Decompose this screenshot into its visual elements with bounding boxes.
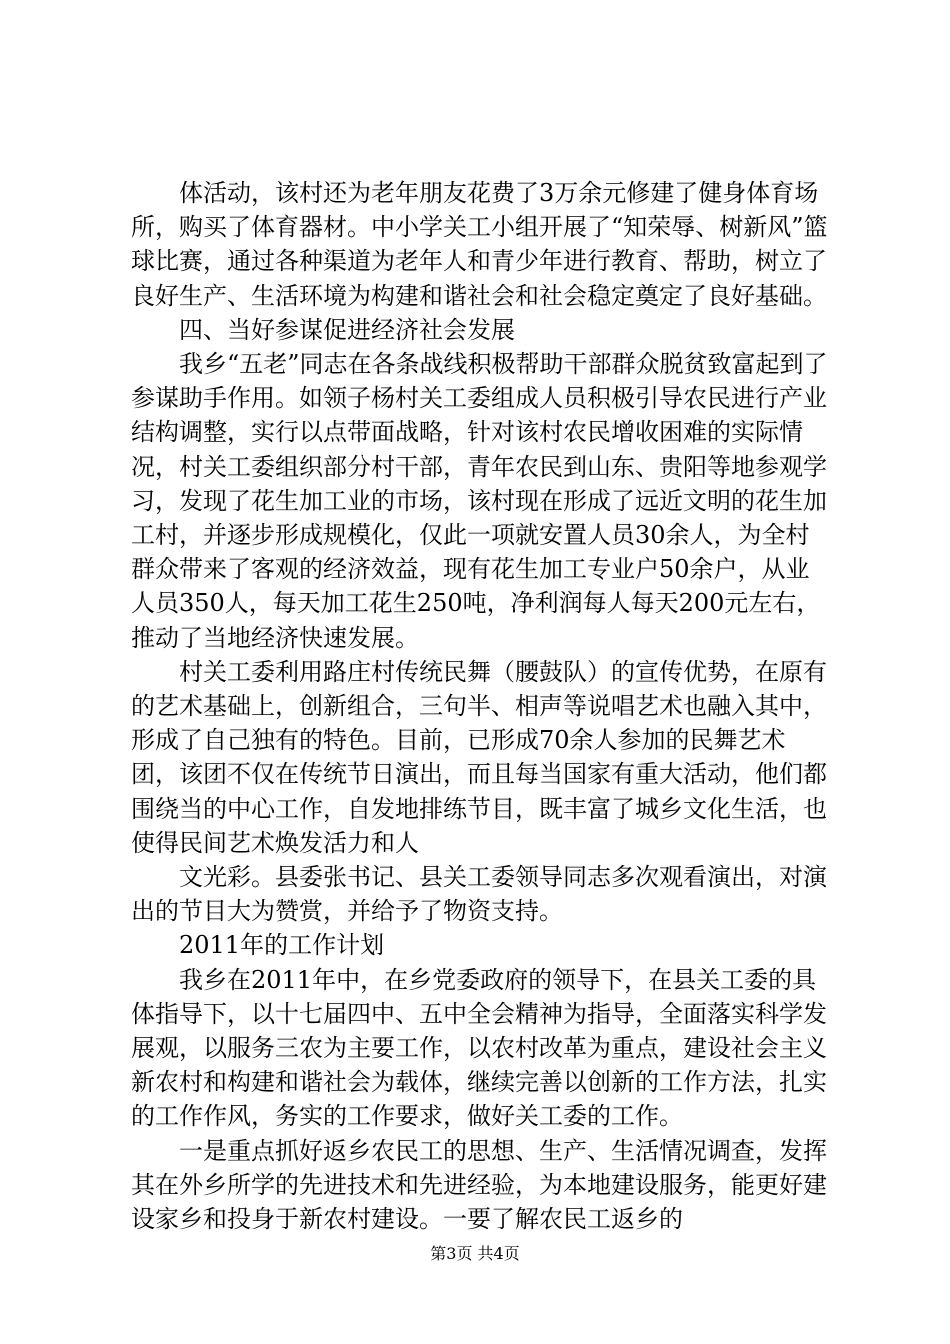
- page-footer: 第3页 共4页: [430, 1244, 520, 1263]
- paragraph-2: 我乡“五老”同志在各条战线积极帮助干部群众脱贫致富起到了参谋助手作用。如领子杨村关工委组成人员积极引导农民进行产业结构调整，实行以点带面战略，针对该村农民增收困难的实际情况，村关工委组织部分村干部，青年农民到山东、贵阳等地参观学习，发现了花生加工业的市场，该村现在形成了远近文明的花生加工村，并逐步形成规模化，仅此一项就安置人员30余人，为全村群众带来了客观的经济效益，现有花生加工专业户50余户，从业人员350人，每天加工花生250吨，净利润每人每天200元左右，推动了当地经济快速发展。: [131, 350, 828, 652]
- paragraph-3: 村关工委利用路庄村传统民舞（腰鼓队）的宣传优势，在原有的艺术基础上，创新组合，三句半、相声等说唱艺术也融入其中，形成了自己独有的特色。目前，已形成70余人参加的民舞艺术团，该团不仅在传统节日演出，而且每当国家有重大活动，他们都围绕当的中心工作，自发地排练节目，既丰富了城乡文化生活，也使得民间艺术焕发活力和人: [131, 657, 827, 857]
- section-heading-4: 四、当好参谋促进经济社会发展: [179, 315, 515, 344]
- paragraph-5: 我乡在2011年中，在乡党委政府的领导下，在县关工委的具体指导下，以十七届四中、五中全会精神为指导，全面落实科学发展观，以服务三农为主要工作，以农村改革为重点，建设社会主义新农村和构建和谐社会为载体，继续完善以创新的工作方法，扎实的工作作风，务实的工作要求，做好关工委的工作。: [131, 965, 827, 1131]
- paragraph-6: 一是重点抓好返乡农民工的思想、生产、生活情况调查，发挥其在外乡所学的先进技术和先进经验，为本地建设服务，能更好建设家乡和投身于新农村建设。一要了解农民工返乡的: [131, 1136, 827, 1234]
- paragraph-4: 文光彩。县委张书记、县关工委领导同志多次观看演出，对演出的节目大为赞赏，并给予了物资支持。: [131, 863, 827, 926]
- paragraph-1: 体活动，该村还为老年朋友花费了3万余元修建了健身体育场所，购买了体育器材。中小学关工小组开展了“知荣辱、树新风”篮球比赛，通过各种渠道为老年人和青少年进行教育、帮助，树立了良好生产、生活环境为构建和谐社会和社会稳定奠定了良好基础。: [131, 179, 828, 310]
- document-body: [131, 176, 831, 1236]
- plan-heading: 2011年的工作计划: [179, 931, 385, 960]
